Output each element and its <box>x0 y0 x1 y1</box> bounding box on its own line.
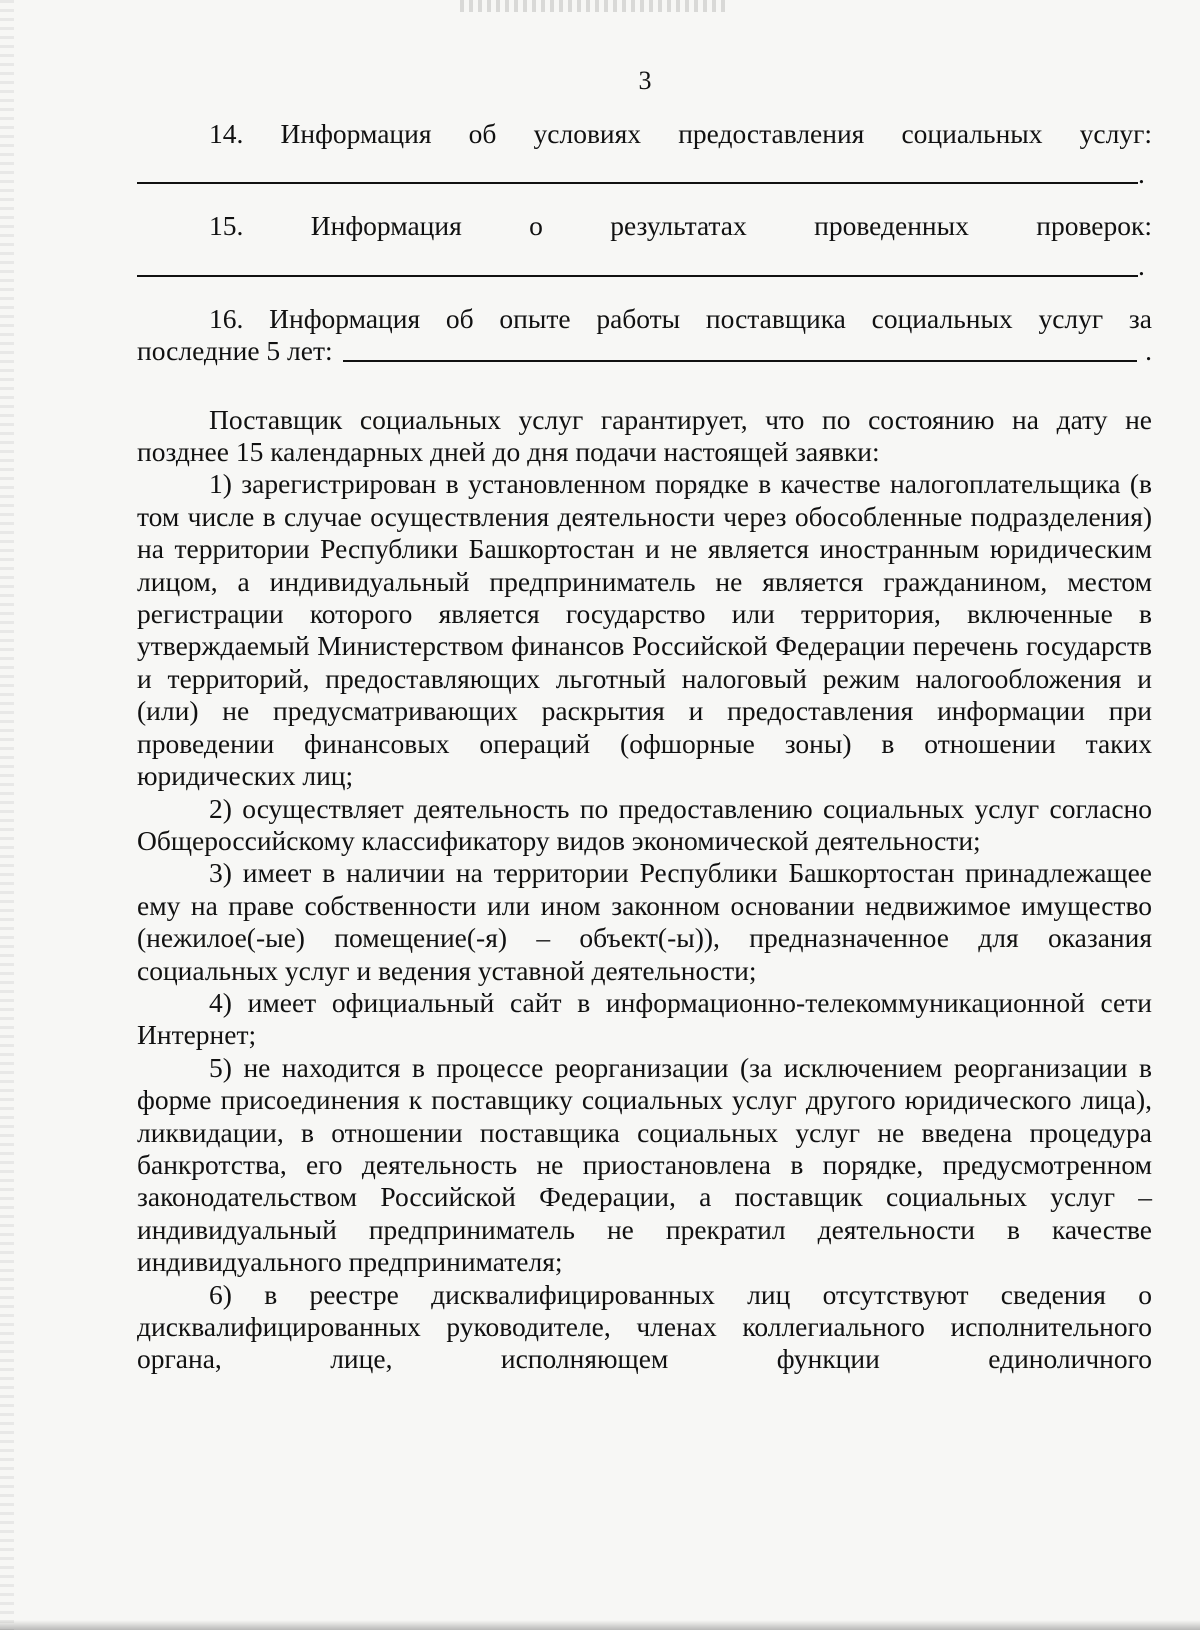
fill-in-line <box>343 360 1137 362</box>
item-16-text: 16. Информация об опыте работы поставщика социальных услуг за <box>209 302 1152 334</box>
item-16-blank <box>137 335 1152 367</box>
guarantee-item-5: 5) не находится в процессе реорганизации (за исключением реорганизации в форме присоединения к поставщику социальных услуг другого юридического лица), ликвидации, в отношении поставщика социальных услуг не введена процедура банкротства, его деятельность не приостановлена в порядке, предусмотренном законодательством Российской Федерации, а поставщик социальных услуг – индивидуальный предприниматель не прекратил деятельности в качестве индивидуального предпринимателя; <box>137 1051 1152 1278</box>
guarantee-item-6: 6) в реестре дисквалифицированных лиц отсутствуют сведения о дисквалифицированных руководителе, членах коллегиального исполнительного органа, лице, исполняющем функции единоличного <box>137 1278 1152 1375</box>
guarantee-item-4: 4) имеет официальный сайт в информационно-телекоммуникационной сети Интернет; <box>137 986 1152 1051</box>
fill-in-line <box>137 275 1138 277</box>
scan-edge-bottom <box>0 1620 1200 1630</box>
line-end-period: . <box>1138 250 1145 282</box>
scan-edge-left <box>0 0 14 1630</box>
document-body <box>137 118 1152 1376</box>
guarantee-intro: Поставщик социальных услуг гарантирует, что по состоянию на дату не позднее 15 календарных дней до дня подачи настоящей заявки: <box>137 403 1152 468</box>
item-14-text: 14. Информация об условиях предоставления социальных услуг: <box>209 118 1152 149</box>
item-14-blank <box>137 150 1152 190</box>
item-15-text: 15. Информация о результатах проведенных проверок: <box>209 210 1152 242</box>
item-15-blank <box>137 243 1152 283</box>
guarantee-item-2: 2) осуществляет деятельность по предоставлению социальных услуг согласно Общероссийскому классификатору видов экономической деятельности; <box>137 792 1152 856</box>
page-number: 3 <box>638 66 652 95</box>
scan-artifact-top <box>460 0 730 12</box>
guarantee-item-3: 3) имеет в наличии на территории Республики Башкортостан принадлежащее ему на праве собственности или ином законном основании недвижимое имущество (нежилое(-ые) помещение(-я) – объект(-ы)), предназначенное для оказания социальных услуг и ведения уставной деятельности; <box>137 857 1152 986</box>
guarantee-item-1: 1) зарегистрирован в установленном порядке в качестве налогоплательщика (в том числе в случае осуществления деятельности через обособленные подразделения) на территории Республики Башкортостан и не является иностранным юридическим лицом, а индивидуальный предприниматель не является гражданином, местом регистрации которого является государство или территория, включенные в утверждаемый Министерством финансов Российской Федерации перечень государств и территорий, предоставляющих льготный налоговый режим налогообложения и (или) не предусматривающих раскрытия и предоставления информации при проведении финансовых операций (офшорные зоны) в отношении таких юридических лиц; <box>137 468 1152 792</box>
fill-in-line <box>137 182 1138 184</box>
item-16-label: последние 5 лет: <box>137 335 333 367</box>
line-end-period: . <box>1138 158 1145 189</box>
line-end-period: . <box>1145 335 1152 367</box>
